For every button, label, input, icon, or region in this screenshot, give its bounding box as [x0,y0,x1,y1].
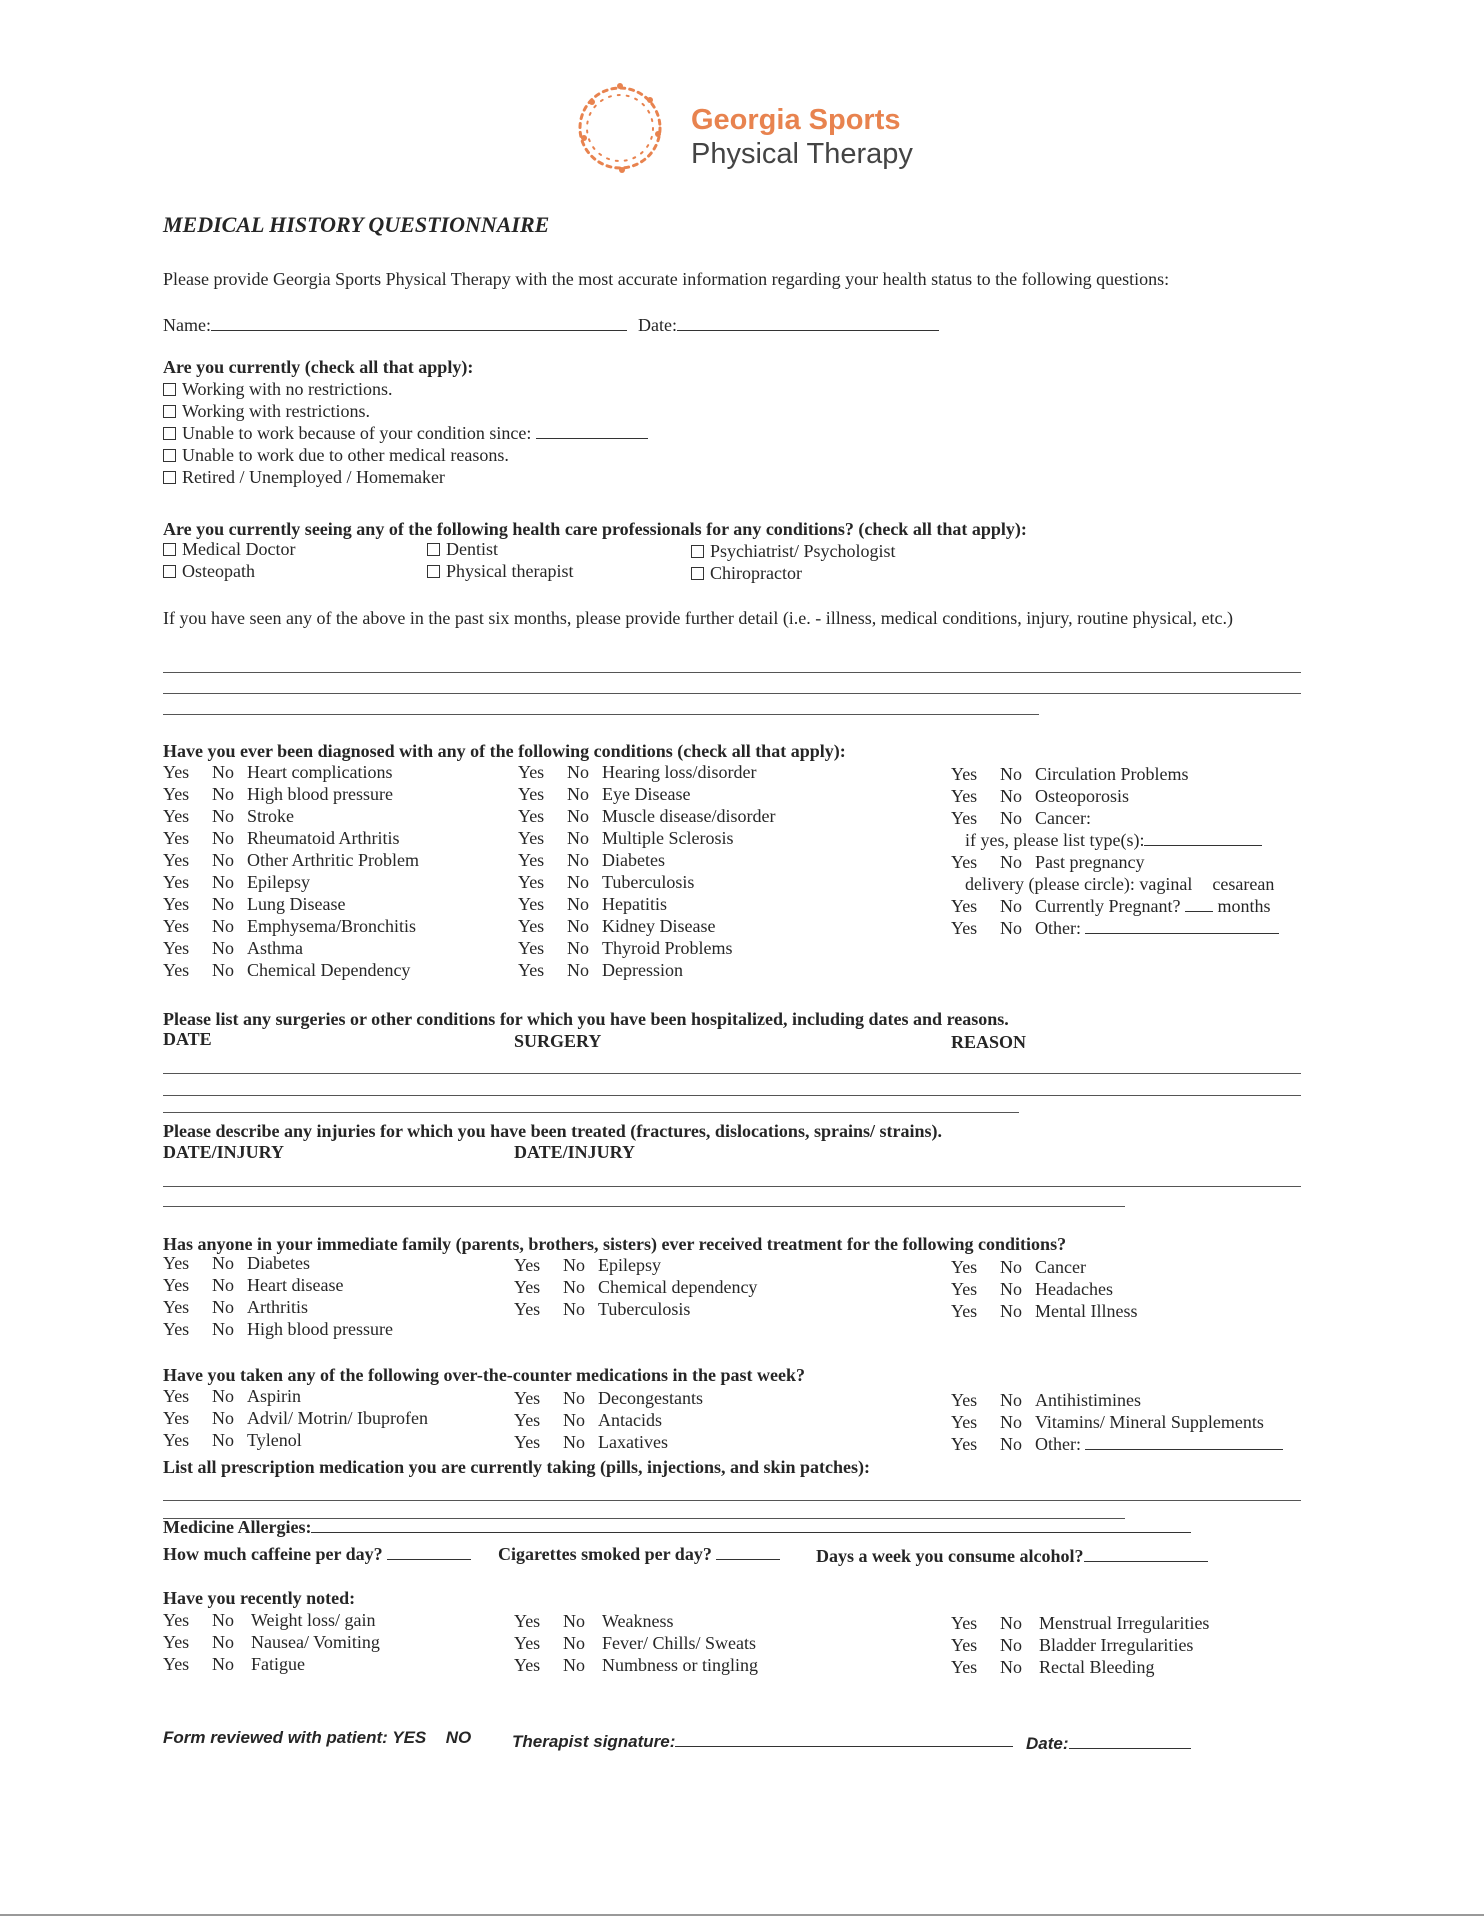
noted-col-2 [514,1610,758,1676]
condition-row[interactable]: Yes No Currently Pregnant? months [951,896,1271,916]
noted-row[interactable]: Yes No Weakness [514,1611,674,1631]
family-row[interactable]: Yes No Cancer [951,1257,1086,1277]
condition-row[interactable]: Yes No Asthma [163,938,303,958]
otc-row[interactable]: Yes No Advil/ Motrin/ Ibuprofen [163,1408,428,1428]
injuries-col-2: DATE/INJURY [514,1142,636,1162]
surgery-line[interactable] [163,1112,1019,1113]
condition-row[interactable]: Yes No Muscle disease/disorder [518,806,776,826]
page-bottom-edge [0,1914,1484,1916]
professionals-col-2 [427,538,573,582]
professional-option[interactable]: Osteopath [163,560,295,582]
prescription-line[interactable] [163,1500,1301,1501]
surgery-line[interactable] [163,1095,1301,1096]
surgeries-heading: Please list any surgeries or other conditions for which you have been hospitalized, including dates and reasons. [163,1009,1009,1029]
therapist-signature-label: Therapist signature: [512,1732,676,1751]
noted-row[interactable]: Yes No Fever/ Chills/ Sweats [514,1633,756,1653]
otc-row[interactable]: Yes No Aspirin [163,1386,301,1406]
status-options [163,378,648,488]
professional-option[interactable]: Chiropractor [691,562,896,584]
family-row[interactable]: Yes No Chemical dependency [514,1277,758,1297]
footer-date-field[interactable] [1026,1732,1191,1754]
noted-row[interactable]: Yes No Rectal Bleeding [951,1657,1155,1677]
form-reviewed[interactable] [163,1728,471,1748]
family-row[interactable]: Yes No Mental Illness [951,1301,1138,1321]
status-option[interactable]: Working with no restrictions. [163,378,648,400]
noted-row[interactable]: Yes No Numbness or tingling [514,1655,758,1675]
reviewed-no[interactable]: NO [445,1728,472,1747]
professionals-col-3 [691,540,896,584]
noted-col-1 [163,1609,380,1675]
checkbox[interactable] [163,427,176,440]
condition-row[interactable]: Yes No Chemical Dependency [163,960,411,980]
logo-line-2: Physical Therapy [691,138,913,170]
status-heading: Are you currently (check all that apply): [163,357,474,377]
conditions-col-3 [951,763,1279,939]
family-row[interactable]: Yes No High blood pressure [163,1319,393,1339]
condition-row[interactable]: Yes No Rheumatoid Arthritis [163,828,400,848]
condition-row[interactable]: Yes No Stroke [163,806,294,826]
name-field[interactable] [163,314,627,336]
footer-date-label: Date: [1026,1734,1069,1753]
logo-emblem-icon [568,76,676,180]
name-label: Name: [163,315,211,335]
family-row[interactable]: Yes No Diabetes [163,1253,310,1273]
date-label: Date: [638,315,677,335]
cancer-type-row[interactable]: if yes, please list type(s): [951,829,1279,851]
intro-text: Please provide Georgia Sports Physical Therapy with the most accurate information regarding your health status to the following questions: [163,269,1170,289]
detail-line[interactable] [163,672,1301,673]
condition-row[interactable]: Yes No Other: [951,917,1279,939]
professionals-heading: Are you currently seeing any of the following health care professionals for any conditions? (check all that apply): [163,519,1027,539]
otc-row[interactable]: Yes No Other: [951,1433,1283,1455]
otc-col-3 [951,1389,1283,1455]
condition-row[interactable]: Yes No Emphysema/Bronchitis [163,916,416,936]
otc-heading: Have you taken any of the following over-the-counter medications in the past week? [163,1365,805,1385]
injuries-heading: Please describe any injuries for which you have been treated (fractures, dislocations, sprains/ strains). [163,1121,942,1141]
family-row[interactable]: Yes No Headaches [951,1279,1113,1299]
family-col-2 [514,1254,757,1320]
condition-row[interactable]: Yes No Kidney Disease [518,916,716,936]
family-row[interactable]: Yes No Heart disease [163,1275,344,1295]
noted-row[interactable]: Yes No Fatigue [163,1654,305,1674]
surgeries-col-surgery: SURGERY [514,1031,602,1051]
status-option[interactable]: Working with restrictions. [163,400,648,422]
otc-row[interactable]: Yes No Laxatives [514,1432,668,1452]
condition-row[interactable]: Yes No Tuberculosis [518,872,695,892]
otc-row[interactable]: Yes No Vitamins/ Mineral Supplements [951,1412,1264,1432]
checkbox[interactable] [163,471,176,484]
checkbox[interactable] [427,565,440,578]
surgeries-col-reason: REASON [951,1032,1027,1052]
alcohol-label: Days a week you consume alcohol? [816,1546,1084,1566]
checkbox[interactable] [163,405,176,418]
conditions-col-1 [163,761,419,981]
condition-row[interactable]: Yes No Diabetes [518,850,665,870]
condition-row[interactable]: Yes No Lung Disease [163,894,346,914]
caffeine-label: How much caffeine per day? [163,1544,383,1564]
cigarettes-field[interactable] [498,1543,780,1565]
noted-row[interactable]: Yes No Menstrual Irregularities [951,1613,1210,1633]
condition-row[interactable]: Yes No Thyroid Problems [518,938,733,958]
checkbox[interactable] [163,449,176,462]
detail-prompt: If you have seen any of the above in the past six months, please provide further detail (i.e. - illness, medical conditions, injury, routine physical, etc.) [163,608,1234,628]
otc-row[interactable]: Yes No Antacids [514,1410,662,1430]
checkbox[interactable] [163,543,176,556]
family-row[interactable]: Yes No Epilepsy [514,1255,661,1275]
family-heading: Has anyone in your immediate family (parents, brothers, sisters) ever received treatment for the following conditions? [163,1234,1067,1254]
checkbox[interactable] [163,565,176,578]
professional-option[interactable]: Medical Doctor [163,538,295,560]
page-title: MEDICAL HISTORY QUESTIONNAIRE [163,212,550,237]
family-row[interactable]: Yes No Tuberculosis [514,1299,691,1319]
surgeries-col-date: DATE [163,1029,212,1049]
otc-row[interactable]: Yes No Antihistimines [951,1390,1142,1410]
injury-line[interactable] [163,1206,1125,1207]
professional-option[interactable]: Physical therapist [427,560,573,582]
professional-option[interactable]: Psychiatrist/ Psychologist [691,540,896,562]
injuries-col-1: DATE/INJURY [163,1142,285,1162]
checkbox[interactable] [691,545,704,558]
surgery-line[interactable] [163,1073,1301,1074]
condition-row[interactable]: Yes No Hepatitis [518,894,667,914]
form-reviewed-label: Form reviewed with patient: [163,1728,388,1747]
otc-row[interactable]: Yes No Decongestants [514,1388,703,1408]
condition-row[interactable]: Yes No High blood pressure [163,784,393,804]
noted-row[interactable]: Yes No Weight loss/ gain [163,1610,376,1630]
professionals-col-1 [163,538,295,582]
condition-row[interactable]: Yes No Past pregnancy [951,852,1145,872]
otc-col-2 [514,1387,703,1453]
condition-row[interactable]: Yes No Eye Disease [518,784,691,804]
detail-line[interactable] [163,693,1301,694]
prescription-heading: List all prescription medication you are currently taking (pills, injections, and skin patches): [163,1457,871,1477]
delivery-row[interactable]: delivery (please circle): vaginal cesarean [965,874,1275,894]
conditions-heading: Have you ever been diagnosed with any of the following conditions (check all that apply): [163,741,846,761]
condition-row[interactable]: Yes No Depression [518,960,683,980]
condition-row[interactable]: Yes No Other Arthritic Problem [163,850,419,870]
condition-row[interactable]: Yes No Hearing loss/disorder [518,762,757,782]
logo-line-1: Georgia Sports [691,104,901,136]
noted-col-3 [951,1612,1209,1678]
checkbox[interactable] [427,543,440,556]
condition-row[interactable]: Yes No Circulation Problems [951,764,1189,784]
noted-row[interactable]: Yes No Bladder Irregularities [951,1635,1194,1655]
allergies-label: Medicine Allergies: [163,1517,312,1537]
status-option[interactable]: Retired / Unemployed / Homemaker [163,466,648,488]
caffeine-field[interactable] [163,1543,471,1565]
family-col-1 [163,1252,393,1340]
otc-col-1 [163,1385,428,1451]
checkbox[interactable] [163,383,176,396]
family-row[interactable]: Yes No Arthritis [163,1297,308,1317]
condition-row[interactable]: Yes No Heart complications [163,762,393,782]
otc-row[interactable]: Yes No Tylenol [163,1430,302,1450]
noted-row[interactable]: Yes No Nausea/ Vomiting [163,1632,380,1652]
therapist-signature-field[interactable] [512,1730,1013,1752]
alcohol-field[interactable] [816,1545,1208,1567]
date-field[interactable] [638,314,939,336]
allergies-field[interactable] [163,1516,1191,1538]
cigarettes-label: Cigarettes smoked per day? [498,1544,712,1564]
status-option[interactable]: Unable to work due to other medical reasons. [163,444,648,466]
condition-row[interactable]: Yes No Cancer: [951,808,1091,828]
noted-heading: Have you recently noted: [163,1588,356,1608]
checkbox[interactable] [691,567,704,580]
condition-row[interactable]: Yes No Multiple Sclerosis [518,828,734,848]
family-col-3 [951,1256,1137,1322]
conditions-col-2 [518,761,775,981]
injury-line[interactable] [163,1186,1301,1187]
condition-row[interactable]: Yes No Osteoporosis [951,786,1129,806]
professional-option[interactable]: Dentist [427,538,573,560]
status-option[interactable]: Unable to work because of your condition since: [163,422,648,444]
detail-line[interactable] [163,714,1039,715]
reviewed-yes[interactable]: YES [392,1728,427,1747]
condition-row[interactable]: Yes No Epilepsy [163,872,310,892]
